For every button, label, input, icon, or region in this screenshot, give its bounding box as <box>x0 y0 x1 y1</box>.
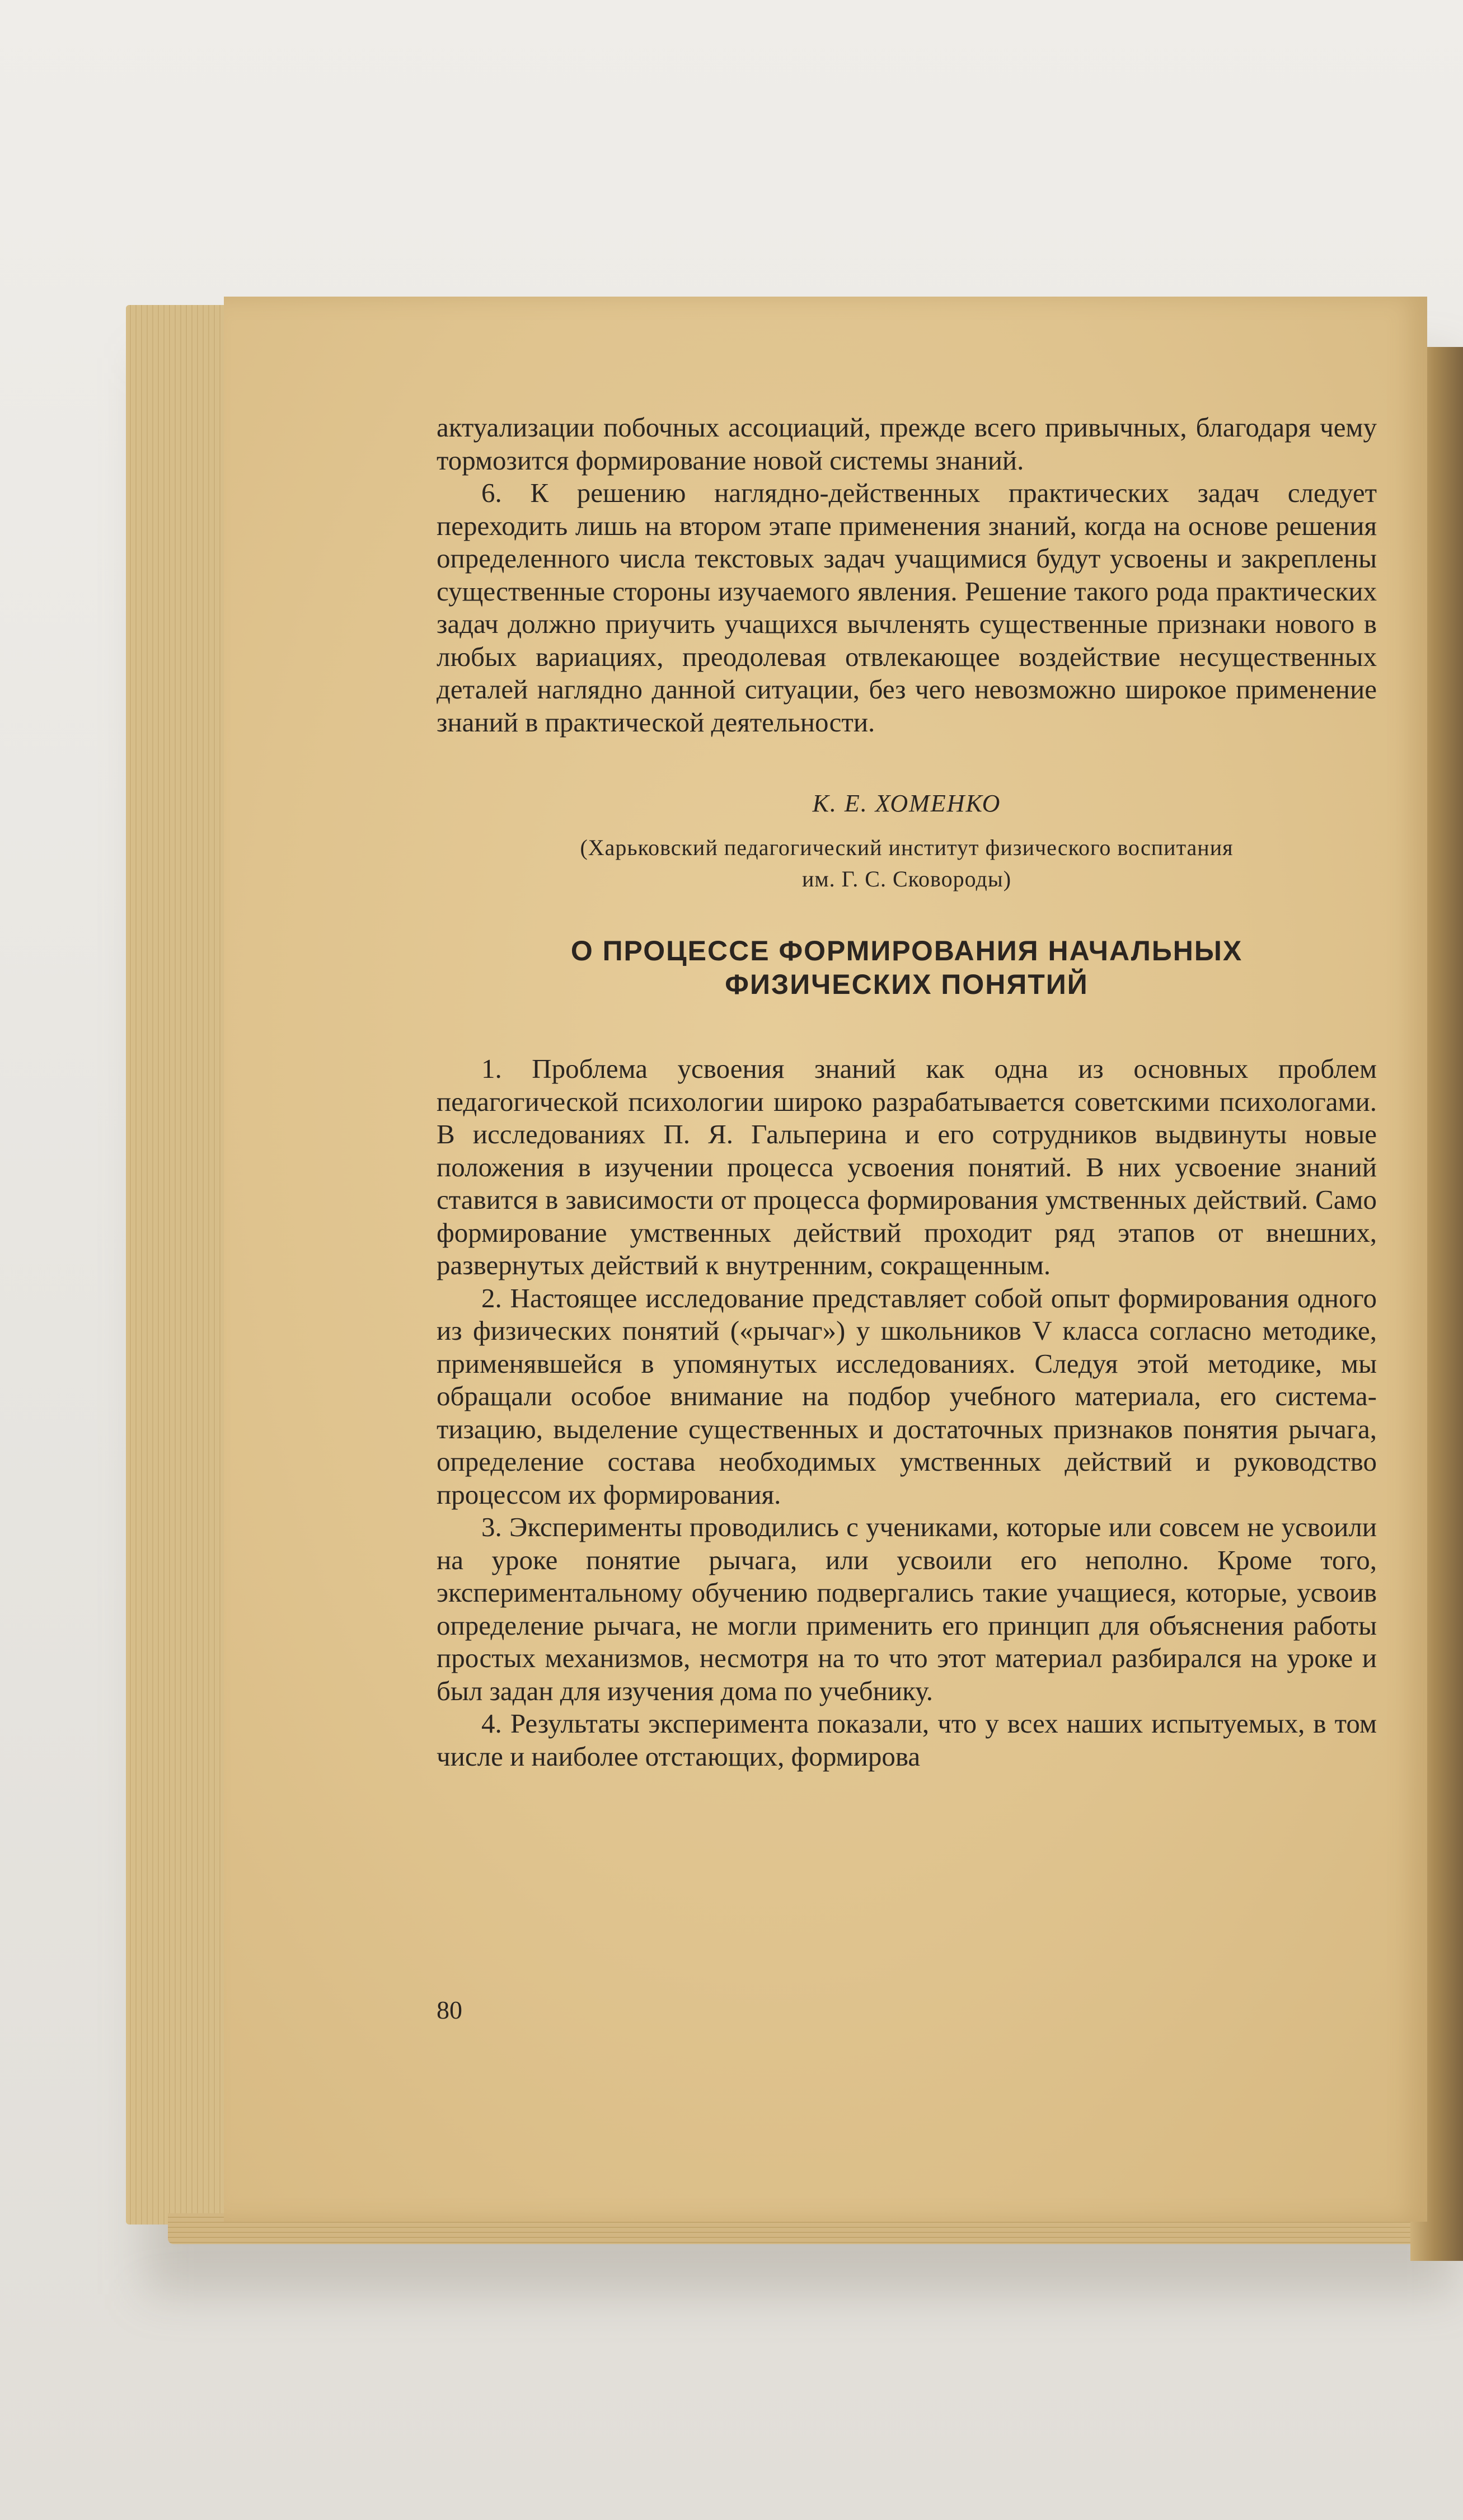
page-number: 80 <box>437 1996 462 2024</box>
affiliation-line-2: им. Г. С. Сковороды) <box>801 866 1012 891</box>
body-paragraph-4: 4. Результаты эксперимента показали, что у всех наших испытуемых, в том числе и наиболее отстающих, формирова <box>437 1708 1377 1772</box>
author-affiliation <box>437 832 1377 895</box>
article-title <box>437 934 1377 1001</box>
body-paragraph-2: 2. Настоящее исследование представляет собой опыт формирования одного из физических понятий («рычаг») у школьников V класса согласно методике, применявшейся в упомянутых исследованиях. Следуя этой методике, мы обращали особое внимание на подбор учебного материала, его систематизацию, выделение существенных и достаточных признаков понятия рычага, определение состава необходимых умственных действий и руководство процессом их формирования. <box>437 1282 1377 1510</box>
body-paragraph-3: 3. Эксперименты проводились с учениками, которые или совсем не усвоили на уроке понятие рычага, или усвоили его неполно. Кроме того, экспериментальному обучению подвергались такие учащиеся, которые, усвоив определение рычага, не могли применить его принцип для объяснения работы простых механизмов, несмотря на то что этот материал разбирался на уроке и был задан для изучения дома по учебнику. <box>437 1512 1377 1706</box>
author-name: К. Е. ХОМЕНКО <box>812 790 1001 817</box>
body-paragraph-1: 1. Проблема усвоения знаний как одна из основных проблем педагогической психологии широко разрабатывается советскими психологами. В исследованиях П. Я. Гальперина и его сотрудников выдвинуты новые положения в изучении процесса усвоения понятий. В них усвоение знаний ставится в зависимости от процесса формирования умственных действий. Само формирование умственных действий проходит ряд этапов от внешних, развернутых действий к внутренним, сокращенным. <box>437 1053 1377 1280</box>
intro-paragraph-1: актуализации побочных ассоциаций, прежде всего привычных, благодаря чему тормозится формирование новой системы знаний. <box>437 412 1377 476</box>
intro-paragraph-2: 6. К решению наглядно-действенных практических задач следует переходить лишь на втором этапе применения знаний, когда на основе решения определенного числа текстовых задач учащимися будут усвоены и закреплены существенные стороны изучаемого явления. Решение такого рода практических задач должно приучить учащихся вычленять существенные признаки нового в любых вариациях, преодолевая отвлекающее воздействие несущественных деталей наглядно данной ситуации, без чего невозможно широкое применение знаний в практической деятельности. <box>437 477 1377 738</box>
page-content <box>437 411 1377 1773</box>
title-line-1: О ПРОЦЕССЕ ФОРМИРОВАНИЯ НАЧАЛЬНЫХ <box>570 935 1243 966</box>
affiliation-line-1: (Харьковский педагогический институт физического воспитания <box>580 835 1234 860</box>
article-body <box>437 1053 1377 1773</box>
title-line-2: ФИЗИЧЕСКИХ ПОНЯТИЙ <box>725 969 1089 1000</box>
